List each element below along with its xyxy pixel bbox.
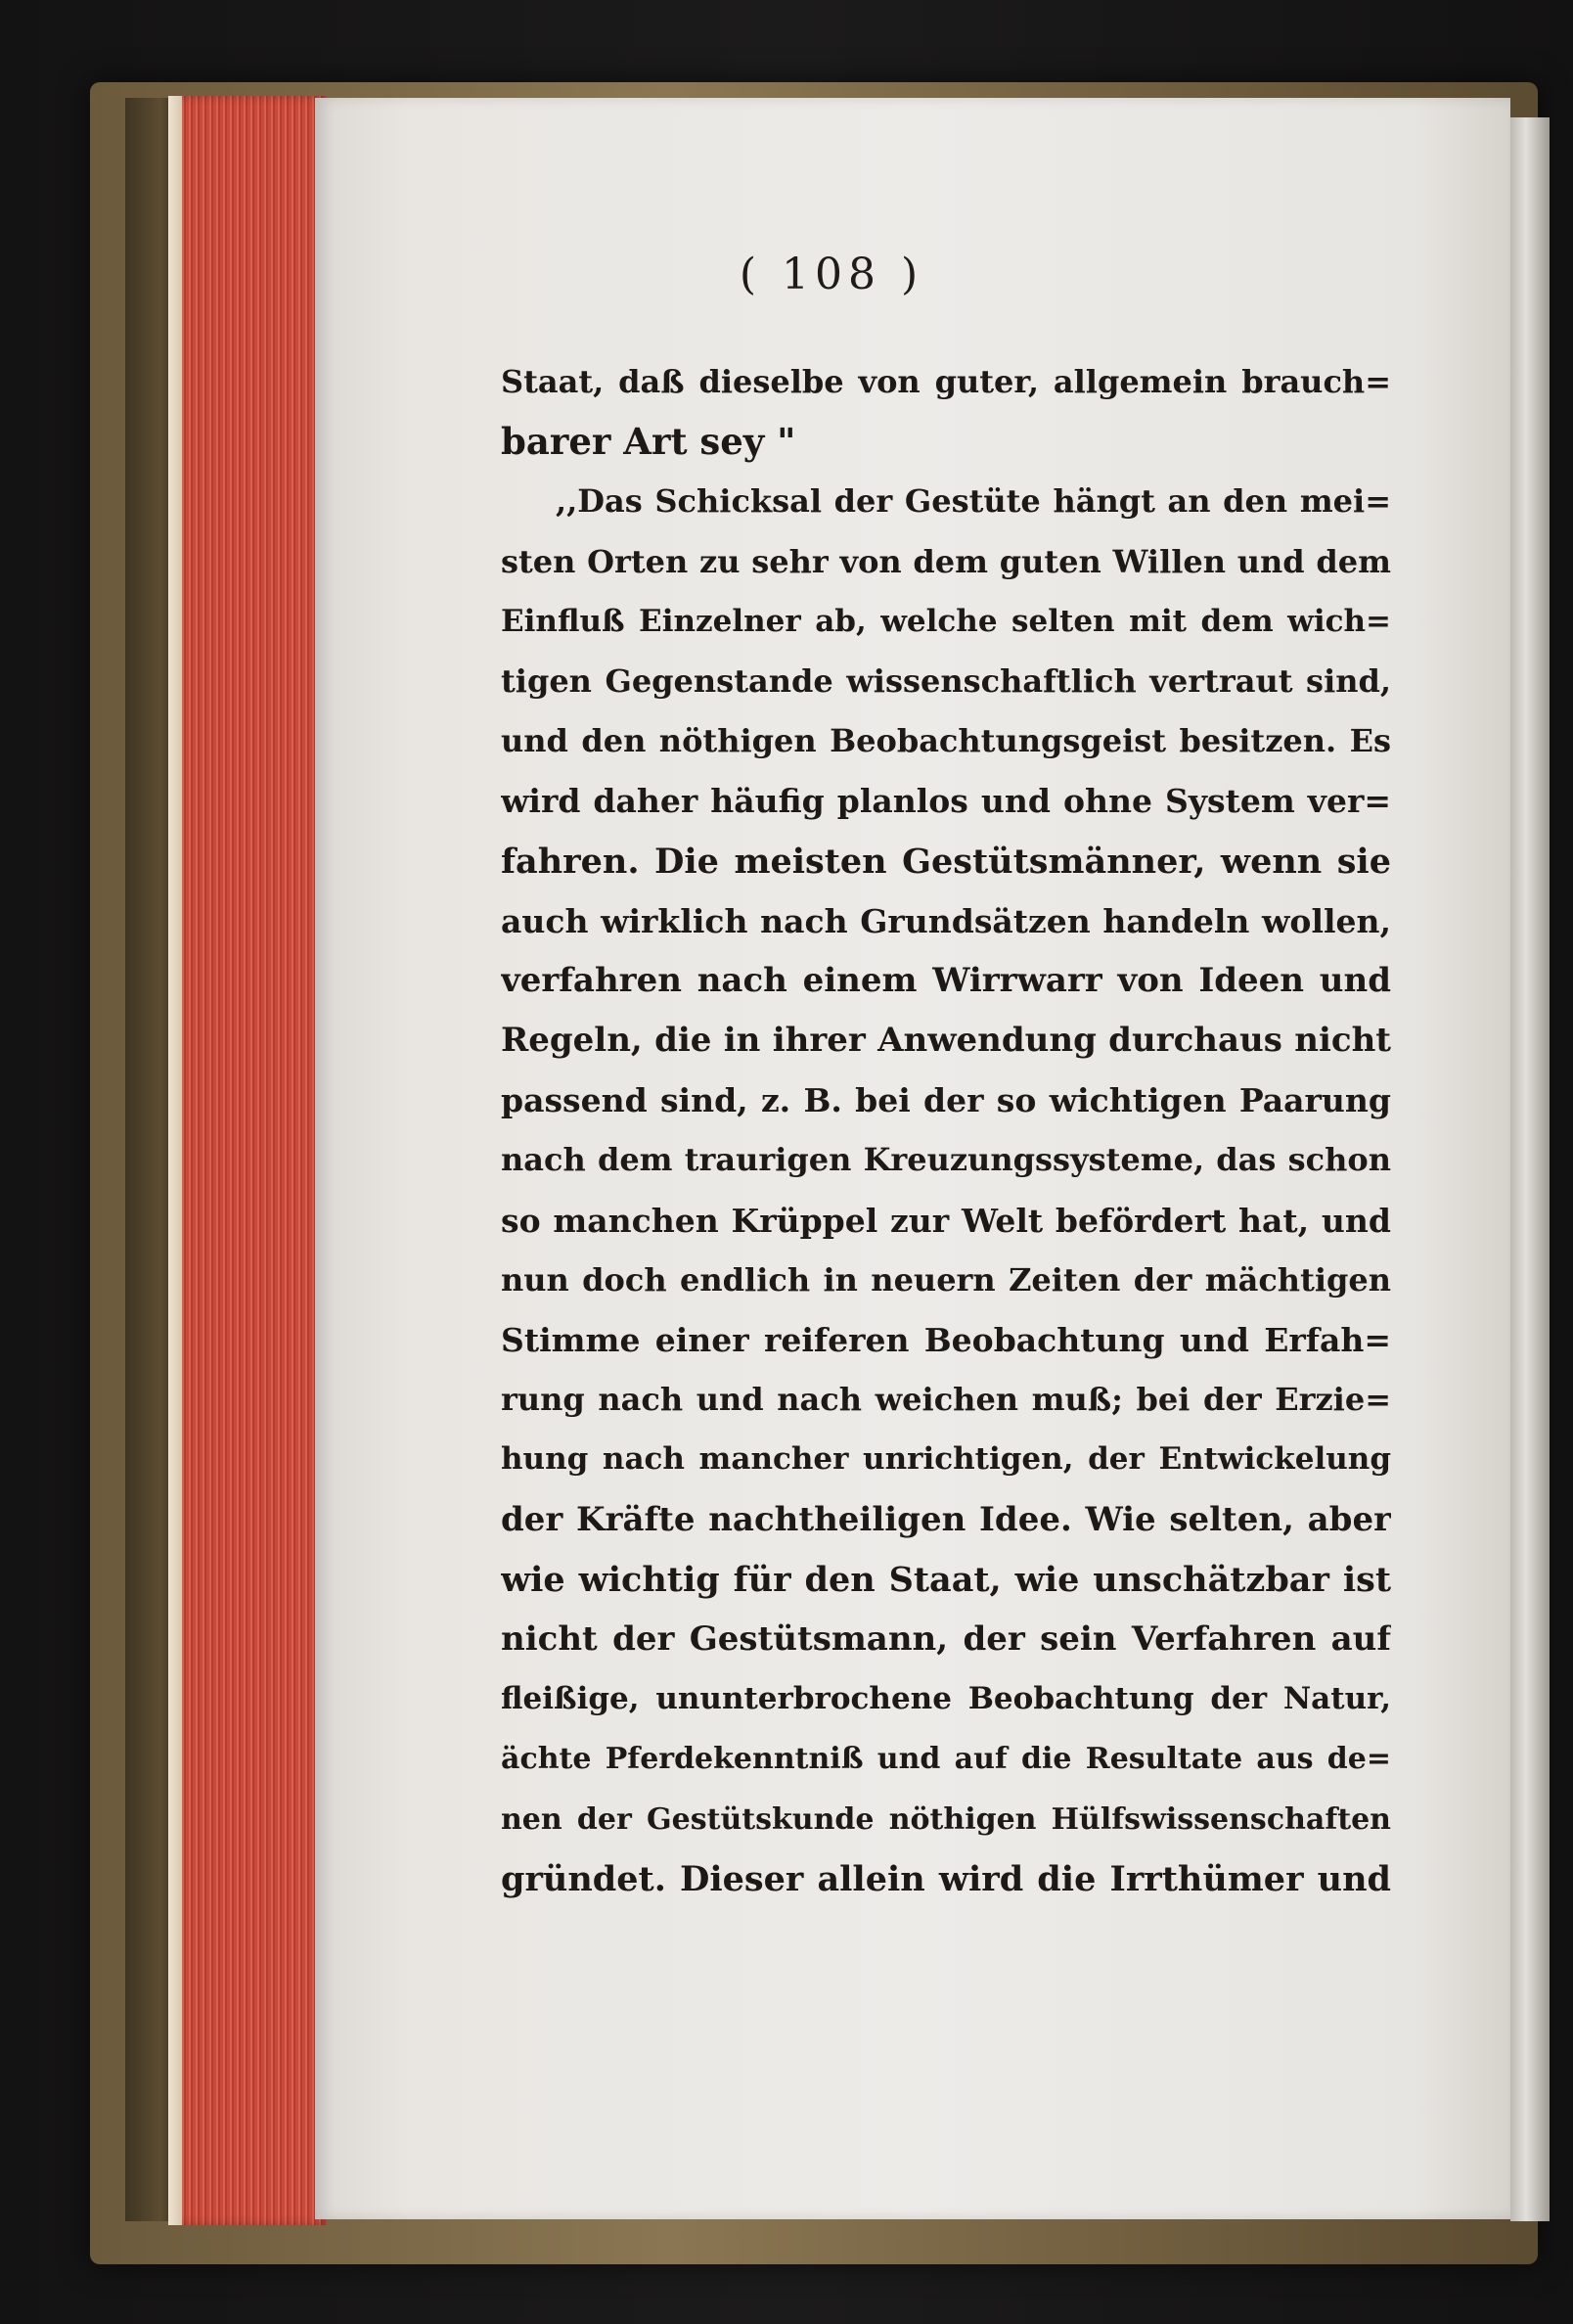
text-line: fleißige, ununterbrochene Beobachtung der Natur,	[501, 1681, 1391, 1717]
page-number: ( 108 )	[739, 250, 924, 299]
text-line: nen der Gestütskunde nöthigen Hülfswissenschaften	[501, 1801, 1391, 1837]
text-line: Regeln, die in ihrer Anwendung durchaus nicht	[501, 1021, 1391, 1061]
text-line: sten Orten zu sehr von dem guten Willen und dem	[501, 542, 1391, 580]
text-line: verfahren nach einem Wirrwarr von Ideen und	[501, 960, 1391, 1000]
text-line: ächte Pferdekenntniß und auf die Resultate aus de=	[501, 1742, 1391, 1777]
text-line: auch wirklich nach Grundsätzen handeln wollen,	[501, 901, 1391, 940]
text-line: so manchen Krüppel zur Welt befördert hat, und	[501, 1201, 1391, 1240]
text-line: fahren. Die meisten Gestütsmänner, wenn sie	[501, 841, 1391, 882]
text-line: der Kräfte nachtheiligen Idee. Wie selten, aber	[501, 1499, 1391, 1539]
text-line: nach dem traurigen Kreuzungssysteme, das schon	[501, 1141, 1391, 1179]
text-line: rung nach und nach weichen muß; bei der Erzie=	[501, 1381, 1391, 1419]
right-page-leaf	[1510, 117, 1550, 2221]
text-line: wie wichtig für den Staat, wie unschätzbar ist	[501, 1559, 1391, 1600]
text-line: wird daher häufig planlos und ohne System ver=	[501, 782, 1391, 821]
red-page-edges	[168, 96, 327, 2225]
text-line: Staat, daß dieselbe von guter, allgemein brauch=	[501, 363, 1391, 400]
text-line: Einfluß Einzelner ab, welche selten mit dem wich=	[501, 603, 1391, 639]
text-line: Stimme einer reiferen Beobachtung und Erfah=	[501, 1321, 1391, 1359]
text-line: hung nach mancher unrichtigen, der Entwickelung	[501, 1441, 1391, 1478]
text-line: nicht der Gestütsmann, der sein Verfahren auf	[501, 1618, 1391, 1659]
text-line: tigen Gegenstande wissenschaftlich vertraut sind,	[501, 661, 1391, 700]
text-line: ,,Das Schicksal der Gestüte hängt an den mei=	[556, 482, 1391, 521]
text-line: passend sind, z. B. bei der so wichtigen Paarung	[501, 1081, 1391, 1120]
page-text-block	[501, 352, 1391, 1909]
text-line: nun doch endlich in neuern Zeiten der mächtigen	[501, 1260, 1391, 1299]
text-line: gründet. Dieser allein wird die Irrthümer und	[501, 1858, 1391, 1899]
text-line: barer Art sey "	[501, 420, 796, 464]
page-edge-highlight	[168, 96, 182, 2225]
text-line: und den nöthigen Beobachtungsgeist besitzen. Es	[501, 722, 1391, 760]
